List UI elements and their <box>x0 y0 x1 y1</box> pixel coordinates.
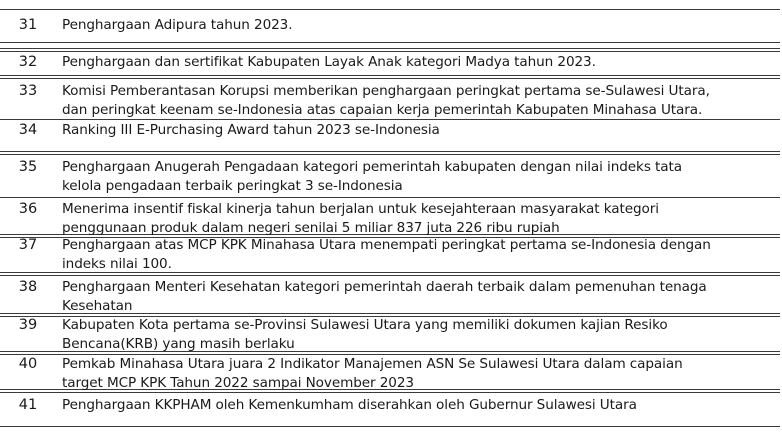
row-divider <box>0 75 780 79</box>
row-text: Penghargaan Adipura tahun 2023. <box>62 17 293 33</box>
row-number: 37 <box>18 237 38 253</box>
row-number: 32 <box>18 54 38 70</box>
row-divider <box>0 9 780 10</box>
row-number: 38 <box>18 279 38 295</box>
row-text: Penghargaan KKPHAM oleh Kemenkumham diserahkan oleh Gubernur Sulawesi Utara <box>62 397 637 413</box>
row-text: Penghargaan Menteri Kesehatan kategori pemerintah daerah terbaik dalam pemenuhan tenaga Kesehatan <box>62 279 707 314</box>
row-number: 41 <box>18 397 38 413</box>
row-divider <box>0 42 780 43</box>
row-number: 40 <box>18 356 38 372</box>
row-text: Penghargaan atas MCP KPK Minahasa Utara menempati peringkat pertama se-Indonesia dengan indeks nilai 100. <box>62 237 711 272</box>
row-text: Pemkab Minahasa Utara juara 2 Indikator Manajemen ASN Se Sulawesi Utara dalam capaian target MCP KPK Tahun 2022 sampai November 2023 <box>62 356 683 391</box>
row-text: Kabupaten Kota pertama se-Provinsi Sulawesi Utara yang memiliki dokumen kajian Resiko Bencana(KRB) yang masih berlaku <box>62 317 668 352</box>
row-divider <box>0 426 780 427</box>
row-text: Komisi Pemberantasan Korupsi memberikan penghargaan peringkat pertama se-Sulawesi Utara, dan peringkat keenam se-Indonesia atas capaian kerja pemerintah Kabupaten Minahasa Utara. <box>62 83 710 118</box>
row-number: 36 <box>18 201 38 217</box>
row-divider <box>0 197 780 198</box>
row-number: 39 <box>18 317 38 333</box>
row-text: Menerima insentif fiskal kinerja tahun berjalan untuk kesejahteraan masyarakat kategori penggunaan produk dalam negeri senilai 5 miliar 837 juta 226 ribu rupiah <box>62 201 659 236</box>
row-number: 33 <box>18 83 38 99</box>
row-text: Penghargaan Anugerah Pengadaan kategori pemerintah kabupaten dengan nilai indeks tata kelola pengadaan terbaik peringkat 3 se-Indonesia <box>62 159 682 194</box>
row-text: Penghargaan dan sertifikat Kabupaten Layak Anak kategori Madya tahun 2023. <box>62 54 596 70</box>
row-number: 35 <box>18 159 38 175</box>
row-divider <box>0 151 780 155</box>
row-number: 34 <box>18 122 38 138</box>
row-text: Ranking III E-Purchasing Award tahun 2023 se-Indonesia <box>62 122 440 138</box>
row-number: 31 <box>18 17 38 33</box>
row-divider <box>0 48 780 52</box>
